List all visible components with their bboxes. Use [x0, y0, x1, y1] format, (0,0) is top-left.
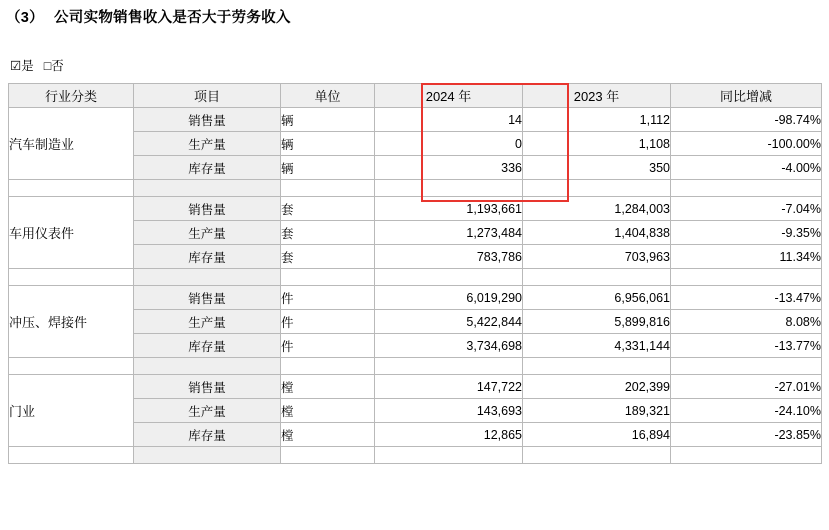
section-number: （3）: [6, 10, 44, 26]
separator-cell: [281, 269, 375, 286]
change-cell: -7.04%: [671, 197, 822, 221]
unit-cell: 樘: [281, 423, 375, 447]
value-2023-cell: 189,321: [523, 399, 671, 423]
change-cell: -9.35%: [671, 221, 822, 245]
choice-yes[interactable]: ☑是: [10, 59, 34, 73]
header-cell-category: 行业分类: [9, 84, 134, 108]
header-cell-unit: 单位: [281, 84, 375, 108]
unit-cell: 辆: [281, 108, 375, 132]
change-cell: -98.74%: [671, 108, 822, 132]
change-cell: -4.00%: [671, 156, 822, 180]
item-cell: 销售量: [134, 197, 281, 221]
section-heading: [6, 6, 291, 27]
value-2023-cell: 6,956,061: [523, 286, 671, 310]
separator-cell: [671, 269, 822, 286]
value-2024-cell: 3,734,698: [375, 334, 523, 358]
header-cell-change: 同比增减: [671, 84, 822, 108]
separator-cell: [523, 180, 671, 197]
separator-cell: [134, 269, 281, 286]
unit-cell: 件: [281, 334, 375, 358]
group-separator-row: [9, 447, 822, 464]
item-cell: 销售量: [134, 375, 281, 399]
yes-no-choices: [10, 56, 74, 74]
change-cell: -23.85%: [671, 423, 822, 447]
value-2023-cell: 202,399: [523, 375, 671, 399]
category-cell: 汽车制造业: [9, 108, 134, 180]
section-title: 公司实物销售收入是否大于劳务收入: [53, 10, 291, 26]
separator-cell: [375, 269, 523, 286]
unit-cell: 套: [281, 197, 375, 221]
value-2024-cell: 5,422,844: [375, 310, 523, 334]
group-separator-row: [9, 269, 822, 286]
change-cell: -24.10%: [671, 399, 822, 423]
value-2024-cell: 143,693: [375, 399, 523, 423]
separator-cell: [134, 180, 281, 197]
value-2024-cell: 147,722: [375, 375, 523, 399]
unit-cell: 辆: [281, 132, 375, 156]
unit-cell: 套: [281, 221, 375, 245]
category-cell: 车用仪表件: [9, 197, 134, 269]
table-row: [9, 375, 822, 399]
group-separator-row: [9, 180, 822, 197]
physical-sales-table: [8, 83, 822, 464]
sales-table-wrapper: [8, 83, 821, 464]
separator-cell: [375, 358, 523, 375]
value-2024-cell: 14: [375, 108, 523, 132]
header-cell-item: 项目: [134, 84, 281, 108]
value-2023-cell: 1,108: [523, 132, 671, 156]
separator-cell: [523, 269, 671, 286]
group-separator-row: [9, 358, 822, 375]
value-2023-cell: 4,331,144: [523, 334, 671, 358]
change-cell: -100.00%: [671, 132, 822, 156]
category-cell: 门业: [9, 375, 134, 447]
change-cell: 8.08%: [671, 310, 822, 334]
item-cell: 销售量: [134, 286, 281, 310]
separator-cell: [281, 358, 375, 375]
separator-cell: [281, 180, 375, 197]
table-header-row: [9, 84, 822, 108]
value-2024-cell: 336: [375, 156, 523, 180]
item-cell: 生产量: [134, 221, 281, 245]
table-row: [9, 108, 822, 132]
item-cell: 库存量: [134, 156, 281, 180]
change-cell: -13.47%: [671, 286, 822, 310]
value-2023-cell: 5,899,816: [523, 310, 671, 334]
separator-cell: [671, 180, 822, 197]
item-cell: 库存量: [134, 245, 281, 269]
table-row: [9, 197, 822, 221]
change-cell: -27.01%: [671, 375, 822, 399]
separator-cell: [281, 447, 375, 464]
value-2023-cell: 1,112: [523, 108, 671, 132]
value-2024-cell: 6,019,290: [375, 286, 523, 310]
separator-cell: [375, 447, 523, 464]
item-cell: 生产量: [134, 399, 281, 423]
separator-cell: [9, 269, 134, 286]
unit-cell: 樘: [281, 399, 375, 423]
value-2024-cell: 783,786: [375, 245, 523, 269]
value-2024-cell: 0: [375, 132, 523, 156]
table-row: [9, 286, 822, 310]
header-cell-2024: 2024 年: [375, 84, 523, 108]
change-cell: 11.34%: [671, 245, 822, 269]
value-2023-cell: 16,894: [523, 423, 671, 447]
item-cell: 生产量: [134, 132, 281, 156]
separator-cell: [9, 358, 134, 375]
header-cell-2023: 2023 年: [523, 84, 671, 108]
unit-cell: 件: [281, 286, 375, 310]
separator-cell: [9, 180, 134, 197]
value-2023-cell: 350: [523, 156, 671, 180]
category-cell: 冲压、焊接件: [9, 286, 134, 358]
value-2023-cell: 1,284,003: [523, 197, 671, 221]
choice-no[interactable]: □否: [43, 59, 64, 73]
value-2024-cell: 1,193,661: [375, 197, 523, 221]
value-2023-cell: 703,963: [523, 245, 671, 269]
separator-cell: [671, 358, 822, 375]
separator-cell: [375, 180, 523, 197]
value-2024-cell: 12,865: [375, 423, 523, 447]
separator-cell: [523, 447, 671, 464]
separator-cell: [9, 447, 134, 464]
unit-cell: 辆: [281, 156, 375, 180]
unit-cell: 件: [281, 310, 375, 334]
separator-cell: [523, 358, 671, 375]
value-2023-cell: 1,404,838: [523, 221, 671, 245]
separator-cell: [671, 447, 822, 464]
unit-cell: 套: [281, 245, 375, 269]
separator-cell: [134, 358, 281, 375]
separator-cell: [134, 447, 281, 464]
item-cell: 库存量: [134, 334, 281, 358]
value-2024-cell: 1,273,484: [375, 221, 523, 245]
item-cell: 生产量: [134, 310, 281, 334]
unit-cell: 樘: [281, 375, 375, 399]
item-cell: 销售量: [134, 108, 281, 132]
item-cell: 库存量: [134, 423, 281, 447]
change-cell: -13.77%: [671, 334, 822, 358]
